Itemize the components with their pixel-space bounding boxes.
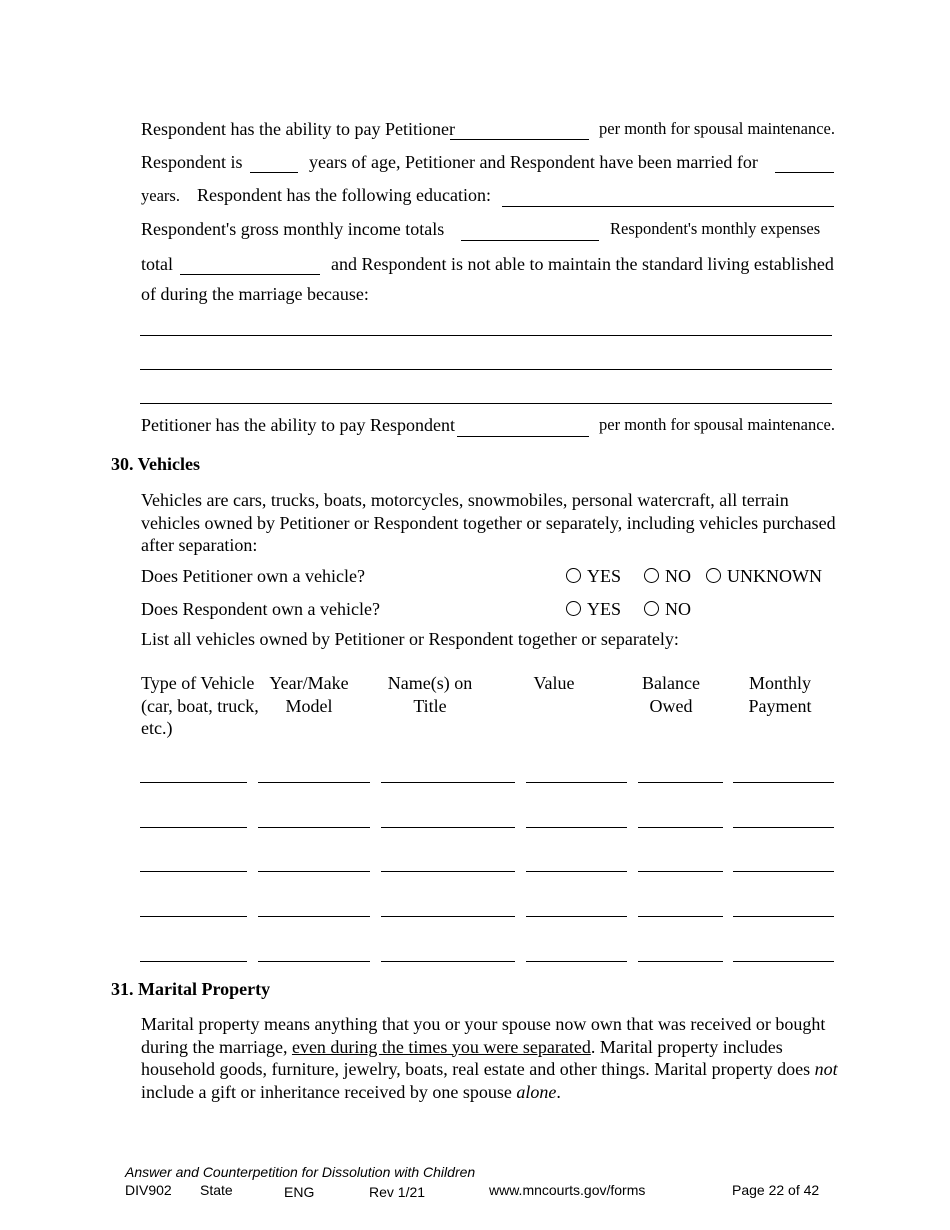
vehicle-cell-field[interactable]: [526, 782, 627, 783]
pet-unknown-label: UNKNOWN: [727, 566, 822, 586]
vehicle-cell-field[interactable]: [733, 916, 834, 917]
not-able-text: and Respondent is not able to maintain the standard living established: [331, 254, 834, 274]
vehicle-cell-field[interactable]: [258, 827, 370, 828]
radio-circle-icon: [644, 568, 659, 583]
vehicle-cell-field[interactable]: [733, 827, 834, 828]
vehicle-cell-field[interactable]: [638, 961, 723, 962]
vehicle-cell-field[interactable]: [381, 827, 515, 828]
vehicle-cell-field[interactable]: [140, 782, 247, 783]
married-years-field[interactable]: [775, 172, 834, 173]
expenses-label: Respondent's monthly expenses: [610, 219, 821, 238]
total-label: total: [141, 254, 173, 274]
resp-ability-text: Respondent has the ability to pay Petitioner: [141, 119, 455, 139]
vehicle-cell-field[interactable]: [733, 871, 834, 872]
marital-underlined-text: even during the times you were separated: [291, 1036, 591, 1057]
col-names-on-title: Name(s) on Title: [387, 673, 473, 716]
married-years-label: years of age, Petitioner and Respondent have been married for: [309, 152, 758, 172]
expenses-total-field[interactable]: [180, 274, 320, 275]
pet-yes-radio[interactable]: [566, 567, 621, 585]
q-respondent-vehicle: Does Respondent own a vehicle?: [141, 599, 380, 619]
resp-ability-suffix: per month for spousal maintenance.: [599, 119, 835, 138]
marital-heading: 31. Marital Property: [111, 979, 271, 999]
vehicle-cell-field[interactable]: [258, 961, 370, 962]
vehicle-cell-field[interactable]: [638, 871, 723, 872]
resp-age-field[interactable]: [250, 172, 298, 173]
radio-circle-icon: [706, 568, 721, 583]
income-field[interactable]: [461, 240, 599, 241]
vehicle-cell-field[interactable]: [140, 961, 247, 962]
education-field[interactable]: [502, 206, 834, 207]
resp-yes-radio[interactable]: [566, 600, 621, 618]
vehicle-cell-field[interactable]: [526, 916, 627, 917]
vehicle-cell-field[interactable]: [258, 782, 370, 783]
vehicle-cell-field[interactable]: [258, 916, 370, 917]
resp-no-label: NO: [665, 599, 691, 619]
col-value: Value: [533, 673, 575, 693]
marital-text-1: Marital property means anything that you or your spouse now own that was received or bought during the marriage,: [141, 1014, 826, 1057]
marital-alone-text: alone: [516, 1081, 557, 1102]
vehicle-cell-field[interactable]: [381, 916, 515, 917]
pet-no-label: NO: [665, 566, 691, 586]
col-type-of-vehicle: Type of Vehicle (car, boat, truck, etc.): [141, 673, 259, 738]
vehicles-list-instruction: List all vehicles owned by Petitioner or Respondent together or separately:: [141, 629, 679, 649]
footer-url[interactable]: www.mncourts.gov/forms: [489, 1182, 646, 1198]
pet-no-radio[interactable]: [644, 567, 691, 585]
radio-circle-icon: [566, 601, 581, 616]
vehicles-heading: 30. Vehicles: [111, 454, 201, 474]
income-label: Respondent's gross monthly income totals: [141, 219, 445, 239]
because-line-2[interactable]: [140, 369, 832, 370]
vehicle-cell-field[interactable]: [140, 916, 247, 917]
vehicle-cell-field[interactable]: [526, 961, 627, 962]
pet-ability-text: Petitioner has the ability to pay Respondent: [141, 415, 455, 435]
vehicle-cell-field[interactable]: [526, 871, 627, 872]
radio-circle-icon: [566, 568, 581, 583]
education-label: Respondent has the following education:: [197, 185, 491, 205]
vehicle-cell-field[interactable]: [140, 827, 247, 828]
resp-yes-label: YES: [587, 599, 622, 619]
marital-period: .: [556, 1081, 561, 1102]
vehicle-cell-field[interactable]: [140, 871, 247, 872]
vehicles-description: Vehicles are cars, trucks, boats, motorcycles, snowmobiles, personal watercraft, all terrain vehicles owned by Petitioner or Respondent together or separately, including vehicles purchased after separation:: [141, 490, 836, 555]
col-year-make-model: Year/Make Model: [269, 673, 349, 716]
vehicle-cell-field[interactable]: [733, 782, 834, 783]
because-line-3[interactable]: [140, 403, 832, 404]
because-line-1[interactable]: [140, 335, 832, 336]
years-label: years.: [141, 186, 180, 205]
vehicle-cell-field[interactable]: [526, 827, 627, 828]
because-label: of during the marriage because:: [141, 284, 369, 304]
pet-unknown-radio[interactable]: [706, 567, 822, 585]
footer-language: ENG: [284, 1184, 315, 1200]
vehicle-cell-field[interactable]: [381, 871, 515, 872]
pet-ability-suffix: per month for spousal maintenance.: [599, 415, 835, 434]
resp-age-label: Respondent is: [141, 152, 243, 172]
pet-yes-label: YES: [587, 566, 622, 586]
marital-text-3: include a gift or inheritance received by one spouse: [141, 1081, 512, 1102]
vehicle-cell-field[interactable]: [258, 871, 370, 872]
vehicle-cell-field[interactable]: [638, 827, 723, 828]
pet-ability-amount-field[interactable]: [457, 436, 589, 437]
resp-ability-amount-field[interactable]: [450, 139, 589, 140]
footer-page-number: Page 22 of 42: [732, 1182, 820, 1198]
footer-revision: Rev 1/21: [369, 1184, 426, 1200]
marital-not-text: not: [814, 1059, 838, 1079]
vehicle-cell-field[interactable]: [381, 961, 515, 962]
radio-circle-icon: [644, 601, 659, 616]
footer-form-id: DIV902: [125, 1182, 172, 1198]
marital-description: [141, 1013, 841, 1103]
col-balance-owed: Balance Owed: [642, 673, 700, 716]
vehicle-cell-field[interactable]: [733, 961, 834, 962]
footer-state: State: [200, 1182, 233, 1198]
marital-text-2: . Marital property includes household goods, furniture, jewelry, boats, real estate and other things. Marital property does: [141, 1036, 811, 1079]
vehicle-cell-field[interactable]: [638, 782, 723, 783]
vehicle-cell-field[interactable]: [381, 782, 515, 783]
q-petitioner-vehicle: Does Petitioner own a vehicle?: [141, 566, 365, 586]
resp-no-radio[interactable]: [644, 600, 691, 618]
footer-form-title: Answer and Counterpetition for Dissolution with Children: [125, 1164, 476, 1180]
vehicle-cell-field[interactable]: [638, 916, 723, 917]
col-monthly-payment: Monthly Payment: [748, 673, 812, 716]
